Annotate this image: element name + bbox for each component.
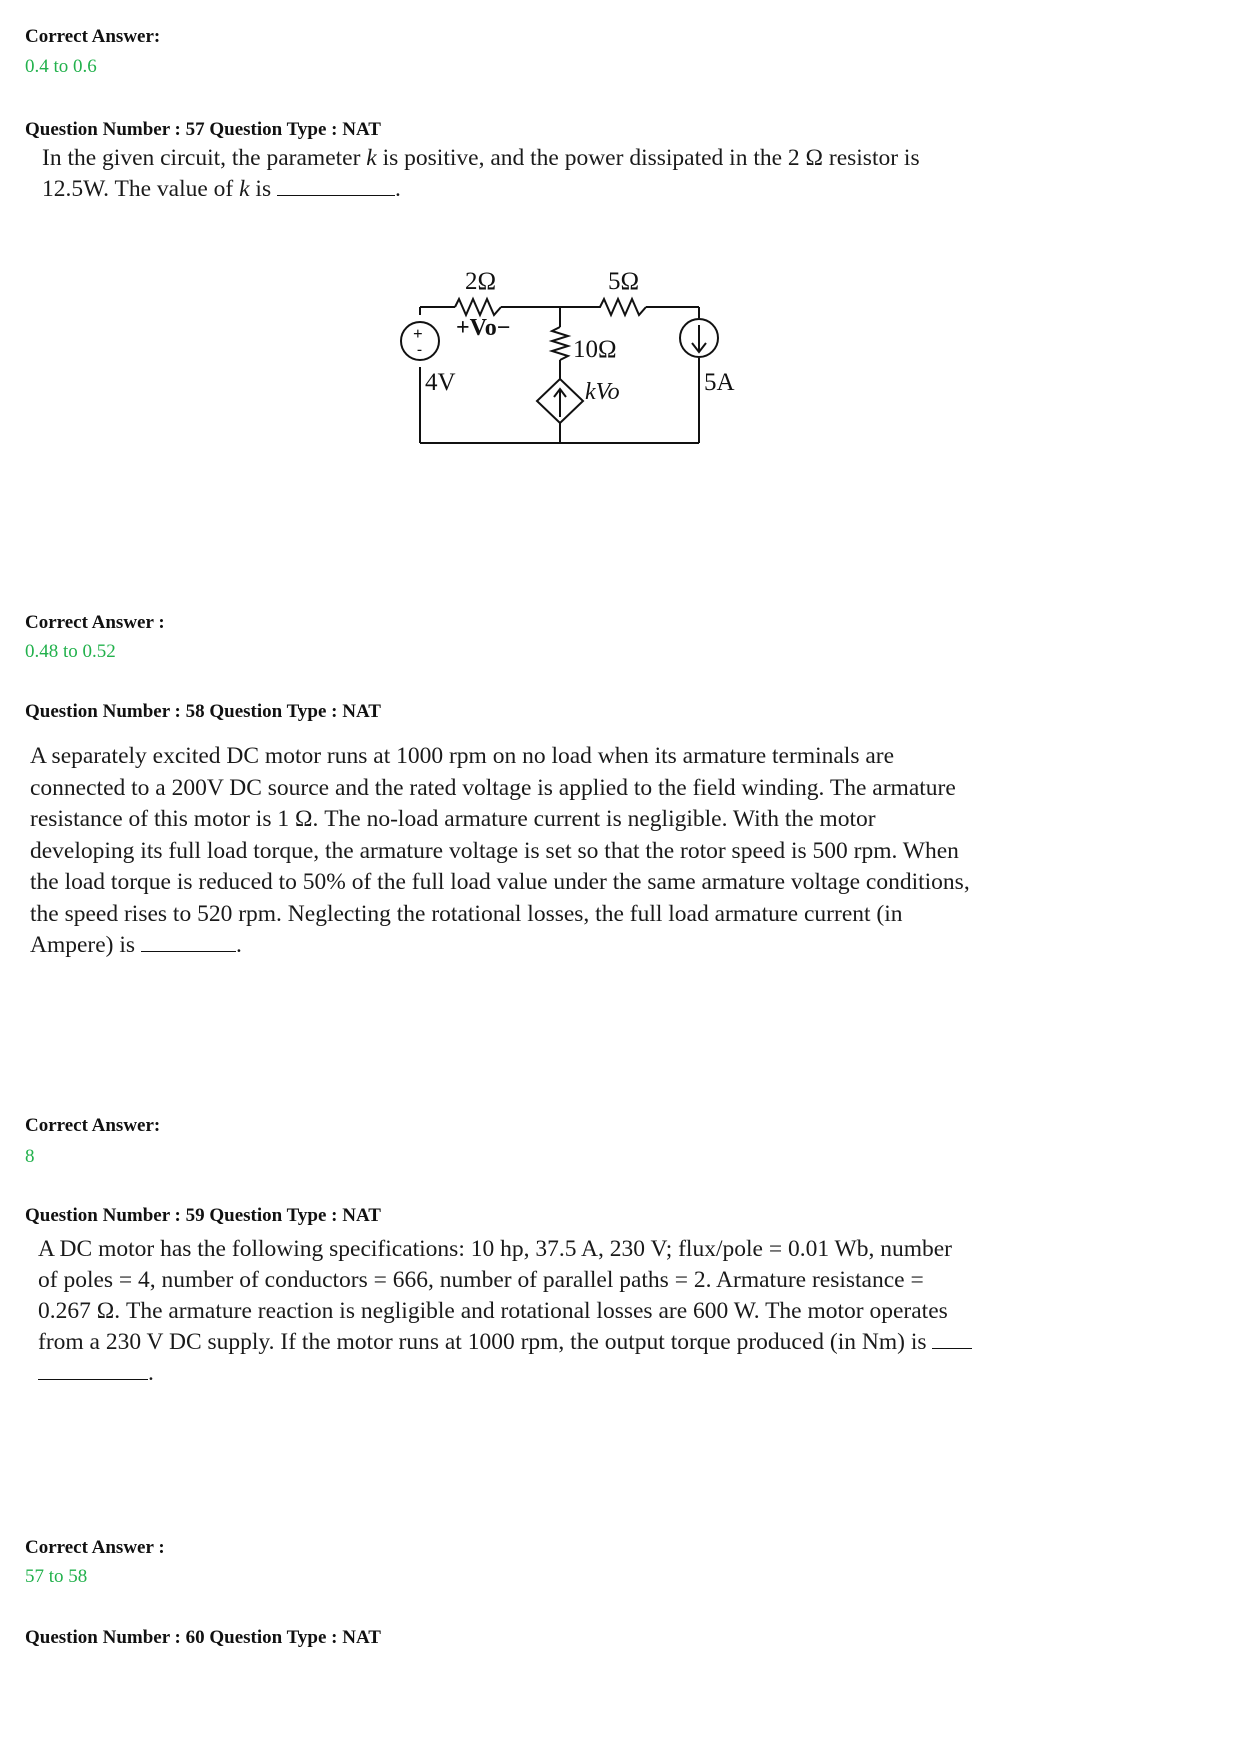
question-58-line-2: connected to a 200V DC source and the rated voltage is applied to the field winding. The armature (30, 774, 956, 801)
correct-answer-value-58: 8 (25, 1146, 35, 1167)
question-59-line-3: 0.267 Ω. The armature reaction is negligible and rotational losses are 600 W. The motor operates (38, 1298, 948, 1324)
correct-answer-value-59: 57 to 58 (25, 1566, 88, 1587)
question-59-line-2: of poles = 4, number of conductors = 666, number of parallel paths = 2. Armature resistance = (38, 1267, 924, 1293)
resistor-10ohm (552, 327, 568, 360)
question-57-line-1: In the given circuit, the parameter k is positive, and the power dissipated in the 2 Ω resistor is (42, 145, 920, 171)
label-2ohm-text: 2Ω (465, 268, 497, 295)
label-4v: 4V (425, 369, 456, 396)
voltage-source-plus: + (413, 324, 423, 343)
question-58-line-7: Ampere) is (30, 932, 136, 958)
question-58-line-1: A separately excited DC motor runs at 1000 rpm on no load when its armature terminals are (30, 743, 895, 769)
label-kvo: kVo (585, 379, 620, 405)
circuit-diagram (395, 255, 750, 455)
question-57-line-2: 12.5W. The value of k is (42, 176, 272, 202)
question-58-line-6: the speed rises to 520 rpm. Neglecting the rotational losses, the full load armature current (in (30, 900, 903, 927)
answer-blank-57 (277, 194, 395, 196)
correct-answer-label-57: Correct Answer : (25, 612, 165, 633)
question-59-line-4: from a 230 V DC supply. If the motor runs at 1000 rpm, the output torque produced (in Nm) is (38, 1329, 927, 1355)
question-header-57: Question Number : 57 Question Type : NAT (25, 119, 381, 140)
question-58-line-3: resistance of this motor is 1 Ω. The no-load armature current is negligible. With the motor (30, 806, 876, 832)
resistor-5ohm (560, 299, 646, 315)
voltage-source-minus: - (417, 342, 422, 358)
question-header-60: Question Number : 60 Question Type : NAT (25, 1627, 381, 1648)
answer-blank-58 (141, 950, 236, 952)
correct-answer-label-59: Correct Answer : (25, 1537, 165, 1558)
correct-answer-label-56: Correct Answer: (25, 26, 161, 47)
question-58-line-4: developing its full load torque, the armature voltage is set so that the rotor speed is 500 rpm. When (30, 837, 959, 864)
label-5ohm-text: 5Ω (608, 268, 640, 295)
resistor-2ohm (455, 299, 501, 315)
answer-blank-59-part-2 (38, 1378, 148, 1380)
question-header-58: Question Number : 58 Question Type : NAT (25, 701, 381, 722)
question-header-59: Question Number : 59 Question Type : NAT (25, 1205, 381, 1226)
label-10ohm-text: 10Ω (573, 336, 617, 363)
label-5a: 5A (704, 369, 735, 396)
question-text-58: A separately excited DC motor runs at 1000 rpm on no load when its armature terminals are connected to a 200V DC source and the rated voltage is applied to the field winding. The armature resistance of this motor is 1 Ω. The no-load armature current is negligible. With the motor developing its full load torque, the armature voltage is set so that the rotor speed is 500 rpm. When the load torque is reduced to 50% of the full load value under the same armature voltage conditions, the speed rises to 520 rpm. Neglecting the rotational losses, the full load armature current (in Ampere) is . (30, 741, 1210, 962)
question-text-59: A DC motor has the following specifications: 10 hp, 37.5 A, 230 V; flux/pole = 0.01 Wb, number of poles = 4, number of conductors = 666, number of parallel paths = 2. Armature resistance = 0.267 Ω. The armature reaction is negligible and rotational losses are 600 W. The motor operates from a 230 V DC supply. If the motor runs at 1000 rpm, the output torque produced (in Nm) is . (38, 1234, 1218, 1389)
question-text-57: In the given circuit, the parameter k is positive, and the power dissipated in the 2 Ω resistor is 12.5W. The value of k is . (42, 143, 1062, 205)
correct-answer-value-56: 0.4 to 0.6 (25, 56, 97, 77)
question-58-line-5: the load torque is reduced to 50% of the full load value under the same armature voltage conditions, (30, 869, 970, 895)
correct-answer-label-58: Correct Answer: (25, 1115, 161, 1136)
question-59-line-1: A DC motor has the following specifications: 10 hp, 37.5 A, 230 V; flux/pole = 0.01 Wb, number (38, 1236, 952, 1262)
correct-answer-value-57: 0.48 to 0.52 (25, 641, 116, 662)
answer-blank-59-part-1 (932, 1347, 972, 1349)
label-vo: +Vo− (456, 315, 511, 341)
